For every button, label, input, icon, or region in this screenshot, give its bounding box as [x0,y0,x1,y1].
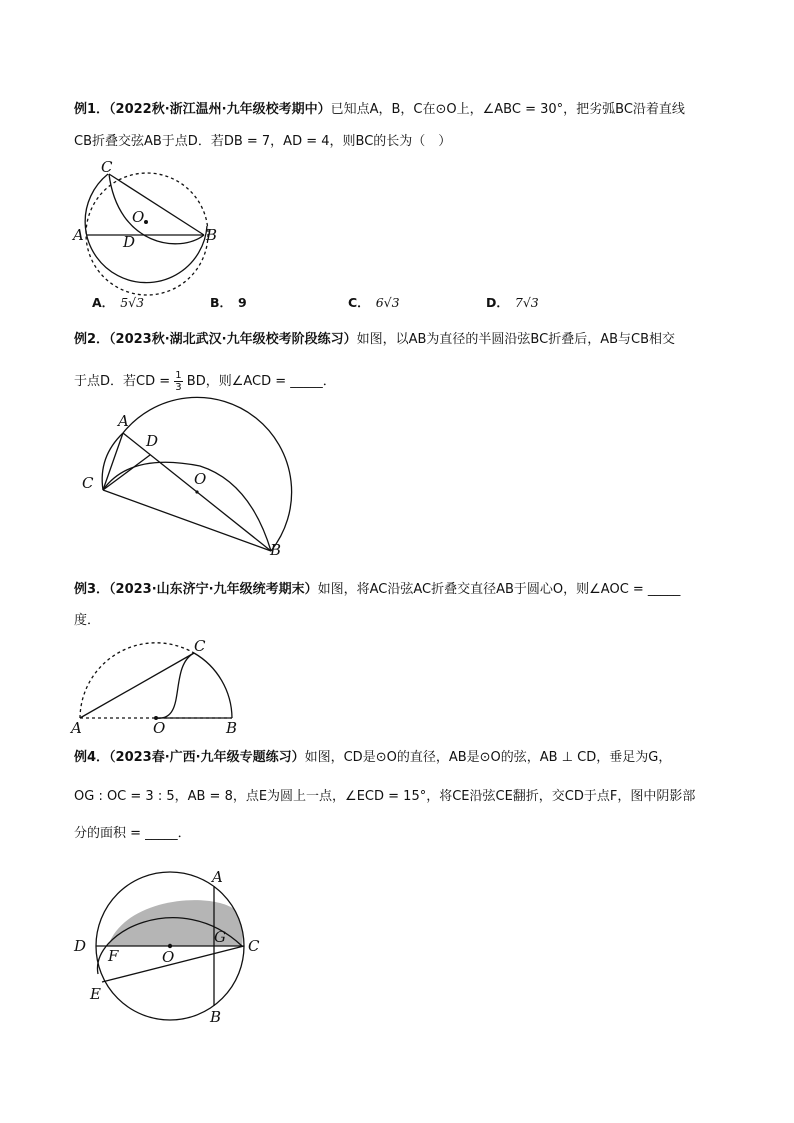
ex3-label-B: B [226,719,238,737]
ex2-text-line2a: 于点D．若CD = [74,374,171,389]
ex1-option-c[interactable]: C． 6√3 [348,295,400,310]
ex2-line2 [74,370,336,393]
ex3-source: （2023·山东济宁·九年级统考期末） [109,582,318,597]
ex1-label-O: O [132,208,145,226]
ex3-label-A: A [71,719,82,737]
ex1-line1 [74,101,685,119]
ex4-label-E: E [90,985,101,1003]
ex2-line1 [74,331,675,349]
ex4-label-B: B [210,1008,222,1026]
ex3-number: 例3． [74,582,110,597]
ex1-label-B: B [206,226,218,244]
ex1-line2: CB折叠交弦AB于点D．若DB = 7，AD = 4，则BC的长为（ ） [74,134,452,149]
ex4-label-F: F [108,947,119,965]
ex2-text-line2b: BD，则∠ACD = _____． [186,374,336,389]
ex2-label-A: A [118,412,129,430]
ex2-figure [80,412,290,562]
ex1-figure [70,158,220,288]
ex1-option-d[interactable]: D． 7√3 [486,295,539,310]
ex2-label-D: D [146,432,159,450]
ex4-label-G: G [214,928,226,946]
ex1-text-line1: 已知点A，B，C在⊙O上，∠ABC = 30°，把劣弧BC沿着直线 [330,102,685,117]
ex4-number: 例4． [74,750,110,765]
ex2-label-O: O [194,470,207,488]
ex1-option-b[interactable]: B． 9 [210,295,247,310]
ex4-label-D: D [74,937,87,955]
ex2-label-B: B [270,541,282,559]
ex1-label-C: C [101,158,113,176]
ex3-line1 [74,581,680,599]
ex3-line2: 度． [74,613,101,628]
ex4-figure [70,862,270,1026]
ex1-label-D: D [123,233,136,251]
ex2-source: （2023秋·湖北武汉·九年级校考阶段练习） [109,332,357,347]
ex4-text-line1: 如图，CD是⊙O的直径，AB是⊙O的弦，AB ⊥ CD，垂足为G， [304,750,672,765]
ex2-number: 例2． [74,332,110,347]
ex4-source: （2023春·广西·九年级专题练习） [109,750,305,765]
ex4-label-O: O [162,948,175,966]
ex4-line3: 分的面积 = _____． [74,826,191,841]
ex1-number: 例1． [74,102,110,117]
ex2-fraction: $\frac{1}{3}$ [175,370,182,393]
ex2-label-C: C [82,474,94,492]
ex3-figure [68,637,248,737]
ex3-label-C: C [194,637,206,655]
ex2-text-line1: 如图，以AB为直径的半圆沿弦BC折叠后，AB与CB相交 [356,332,675,347]
ex4-line1 [74,749,671,767]
ex3-label-O: O [153,719,166,737]
ex1-source: （2022秋·浙江温州·九年级校考期中） [109,102,331,117]
ex4-label-C: C [248,937,260,955]
ex4-line2: OG : OC = 3 : 5，AB = 8，点E为圆上一点，∠ECD = 15°，将CE沿弦CE翻折，交CD于点F，图中阴影部 [74,789,696,804]
ex1-option-a[interactable]: A． 5√3 [92,295,145,310]
ex4-label-A: A [212,868,223,886]
ex1-label-A: A [73,226,84,244]
ex3-text-line1: 如图，将AC沿弦AC折叠交直径AB于圆心O，则∠AOC = _____ [317,582,681,597]
